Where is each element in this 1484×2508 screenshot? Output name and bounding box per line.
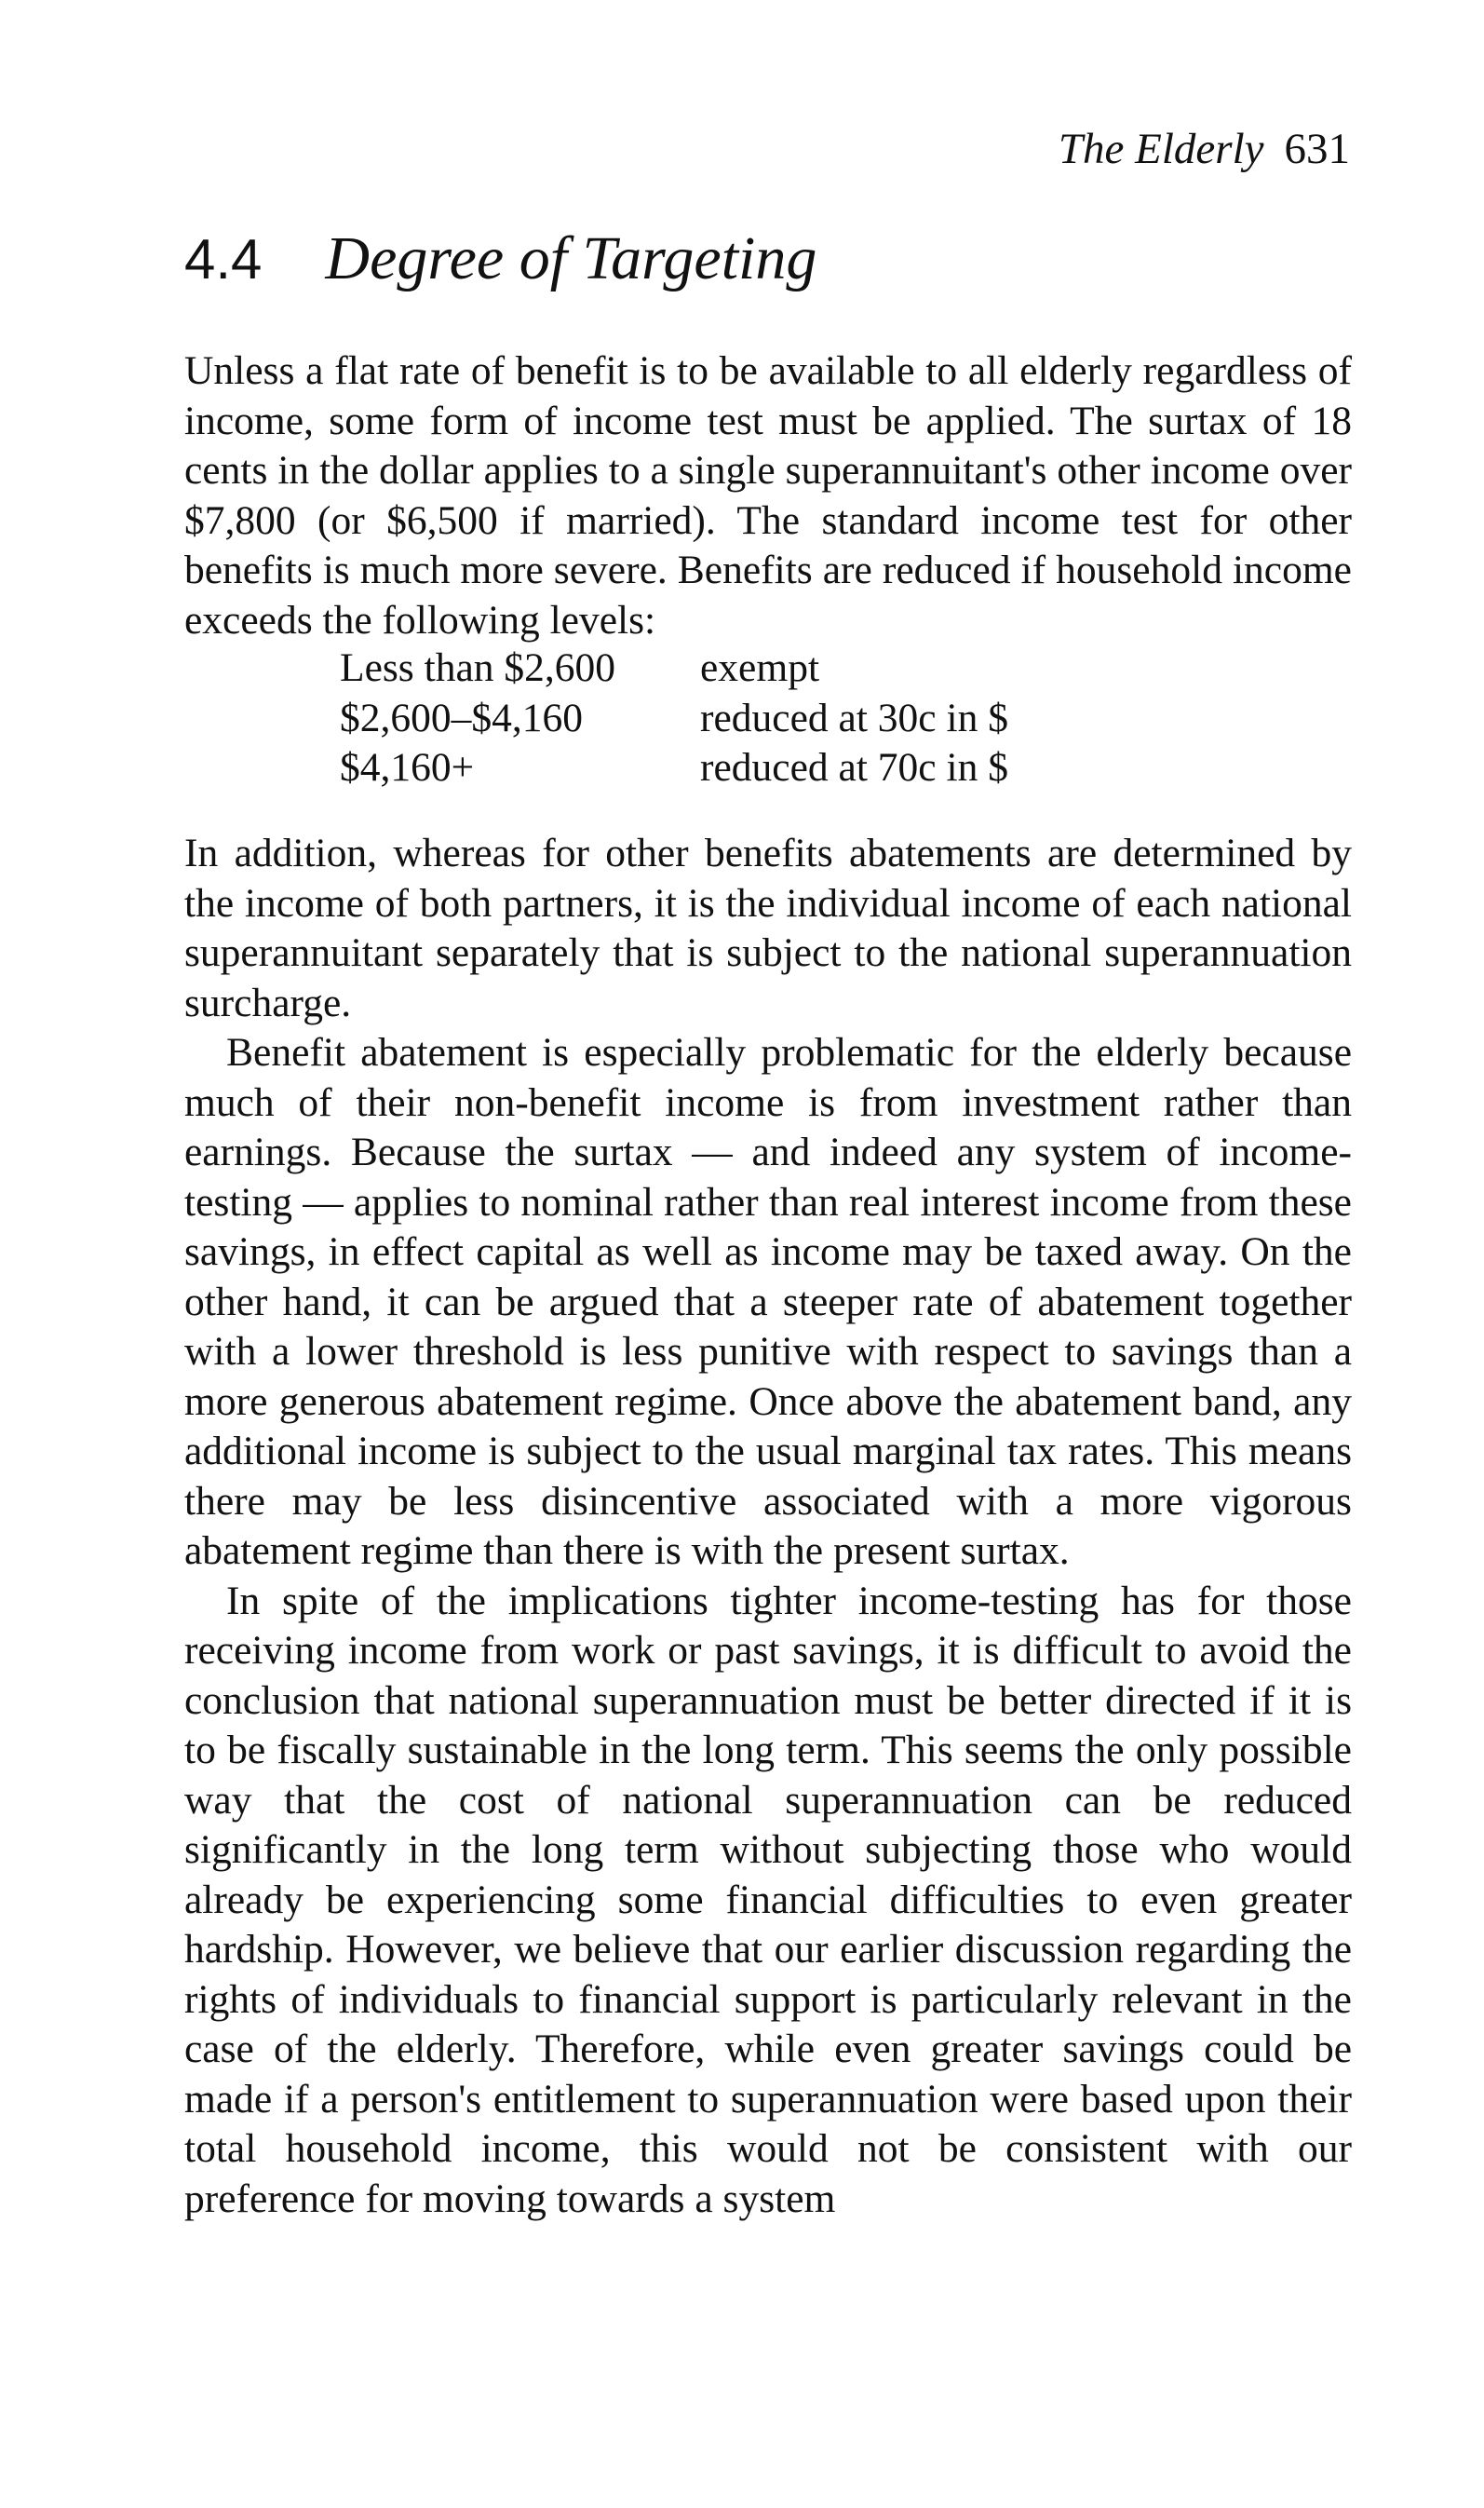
paragraph-benefit-abatement: Benefit abatement is especially problematic for the elderly because much of their non-benefit income is from investment rather than earnings. Because the surtax — and indeed any system of income-testing — applies to nominal rather than real interest income from these savings, in effect capital as well as income may be taxed away. On the other hand, it can be argued that a steeper rate of abatement together with a lower threshold is less punitive with respect to savings than a more generous abatement regime. Once above the abatement band, any additional income is subject to the usual marginal tax rates. This means there may be less disincentive associated with a more vigorous abatement regime than there is with the present surtax. bbox=[184, 1030, 1352, 1573]
treatment-cell: exempt bbox=[700, 645, 820, 690]
income-range-cell: $2,600–$4,160 bbox=[340, 695, 583, 740]
intro-text-block bbox=[184, 346, 1352, 645]
section-heading bbox=[184, 222, 1302, 297]
treatment-cell: reduced at 30c in $ bbox=[700, 695, 1008, 740]
income-range-cell: Less than $2,600 bbox=[340, 645, 616, 690]
section-title: Degree of Targeting bbox=[325, 224, 817, 292]
running-head-title: The Elderly bbox=[1058, 125, 1264, 173]
table-row bbox=[340, 694, 1008, 744]
main-text-block bbox=[184, 829, 1352, 2224]
paragraph-income-test: Unless a flat rate of benefit is to be available to all elderly regardless of income, some form of income test must be applied. The surtax of 18 cents in the dollar applies to a single superannuitant's other income over $7,800 (or $6,500 if married). The standard income test for other benefits is much more severe. Benefits are reduced if household income exceeds the following levels: bbox=[184, 348, 1352, 643]
paragraph-abatement-partners: In addition, whereas for other benefits abatements are determined by the income of both partners, it is the individual income of each national superannuitant separately that is subject to the national superannuation surcharge. bbox=[184, 831, 1352, 1025]
income-range-cell: $4,160+ bbox=[340, 745, 475, 790]
table-row bbox=[340, 644, 1008, 694]
table-row bbox=[340, 743, 1008, 793]
paragraph-income-testing: In spite of the implications tighter income-testing has for those receiving income from work or past savings, it is difficult to avoid the conclusion that national superannuation must be better directed if it is to be fiscally sustainable in the long term. This seems the only possible way that the cost of national superannuation can be reduced significantly in the long term without subjecting those who would already be experiencing some financial difficulties to even greater hardship. However, we believe that our earlier discussion regarding the rights of individuals to financial support is particularly relevant in the case of the elderly. Therefore, while even greater savings could be made if a person's entitlement to superannuation were based upon their total household income, this would not be consistent with our preference for moving towards a system bbox=[184, 1578, 1352, 2221]
running-head bbox=[1033, 123, 1350, 175]
page-number: 631 bbox=[1284, 125, 1350, 173]
income-test-table bbox=[340, 644, 1008, 793]
section-number: 4.4 bbox=[184, 228, 263, 291]
treatment-cell: reduced at 70c in $ bbox=[700, 745, 1008, 790]
